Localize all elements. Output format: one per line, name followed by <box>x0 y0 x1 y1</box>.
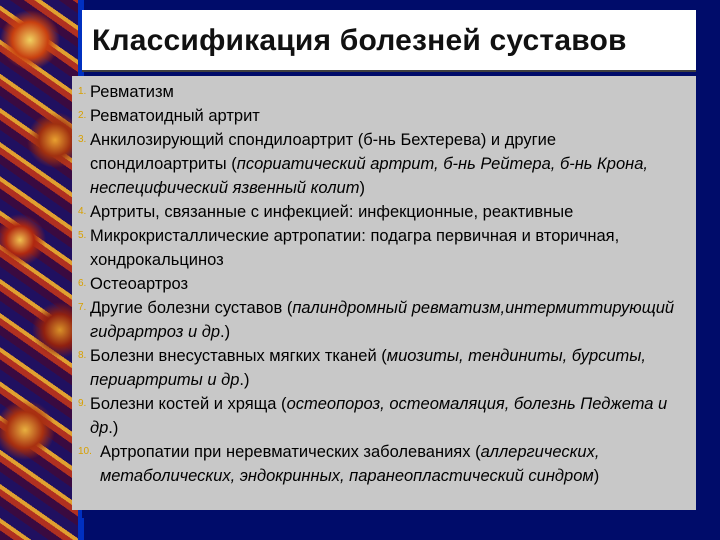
list-item-text <box>90 296 690 344</box>
text-segment: Ревматоидный артрит <box>90 107 260 125</box>
list-item-number: 8. <box>78 350 87 361</box>
list-item-text <box>90 80 690 104</box>
text-segment: Болезни внесуставных мягких тканей ( <box>90 347 387 365</box>
list-item-number: 10. <box>78 446 92 457</box>
classification-list <box>78 80 690 488</box>
list-item <box>78 392 690 440</box>
list-item-text <box>100 440 690 488</box>
list-item-number: 2. <box>78 110 87 121</box>
list-item <box>78 272 690 296</box>
list-item <box>78 104 690 128</box>
text-segment: Анкилозирующий спондилоартрит (б-нь Бехтерева) и другие спондилоартриты ( <box>90 131 556 173</box>
text-segment: ) <box>593 467 600 485</box>
list-item-number: 5. <box>78 230 87 241</box>
list-item <box>78 80 690 104</box>
list-item <box>78 128 690 200</box>
text-segment: Артропатии при неревматических заболеваниях ( <box>100 443 481 461</box>
italic-text: палиндромный ревматизм,интермиттирующий гидрартроз и др <box>90 299 675 341</box>
list-item-text <box>90 224 690 272</box>
list-item-number: 7. <box>78 302 87 313</box>
text-segment: Микрокристаллические артропатии: подагра первичная и вторичная, хондрокальциноз <box>90 227 620 269</box>
list-item-number: 6. <box>78 278 87 289</box>
list-item-text <box>90 344 690 392</box>
list-item-text <box>90 128 690 200</box>
decorative-background-left <box>0 0 78 540</box>
text-segment: .) <box>239 371 250 389</box>
text-segment: Болезни костей и хряща ( <box>90 395 287 413</box>
list-item-text <box>90 104 690 128</box>
text-segment: Другие болезни суставов ( <box>90 299 293 317</box>
list-item-number: 9. <box>78 398 87 409</box>
list-item-text <box>90 200 690 224</box>
text-segment: ) <box>359 179 365 197</box>
italic-text: миозиты, тендиниты, бурситы, периартриты и др <box>90 347 647 389</box>
list-item <box>78 296 690 344</box>
list-item <box>78 344 690 392</box>
text-segment: .) <box>220 323 231 341</box>
list-item <box>78 224 690 272</box>
italic-text: псориатический артрит, б-нь Рейтера, б-нь Крона, неспецифический язвенный колит <box>90 155 648 197</box>
slide-title: Классификация болезней суставов <box>92 24 627 57</box>
list-item-number: 3. <box>78 134 87 145</box>
italic-text: остеопороз, остеомаляция, болезнь Педжета и др <box>90 395 668 437</box>
italic-text: аллергических, метаболических, эндокринных, паранеопластический синдром <box>100 443 600 485</box>
list-item <box>78 200 690 224</box>
text-segment: Артриты, связанные с инфекцией: инфекционные, реактивные <box>90 203 574 221</box>
list-item-number: 4. <box>78 206 87 217</box>
list-item-text <box>90 392 690 440</box>
text-segment: Остеоартроз <box>90 275 189 293</box>
list-item-number: 1. <box>78 86 87 97</box>
text-segment: .) <box>108 419 119 437</box>
bottom-bar <box>82 510 696 518</box>
list-item <box>78 440 690 488</box>
text-segment: Ревматизм <box>90 83 174 101</box>
list-item-text <box>90 272 690 296</box>
